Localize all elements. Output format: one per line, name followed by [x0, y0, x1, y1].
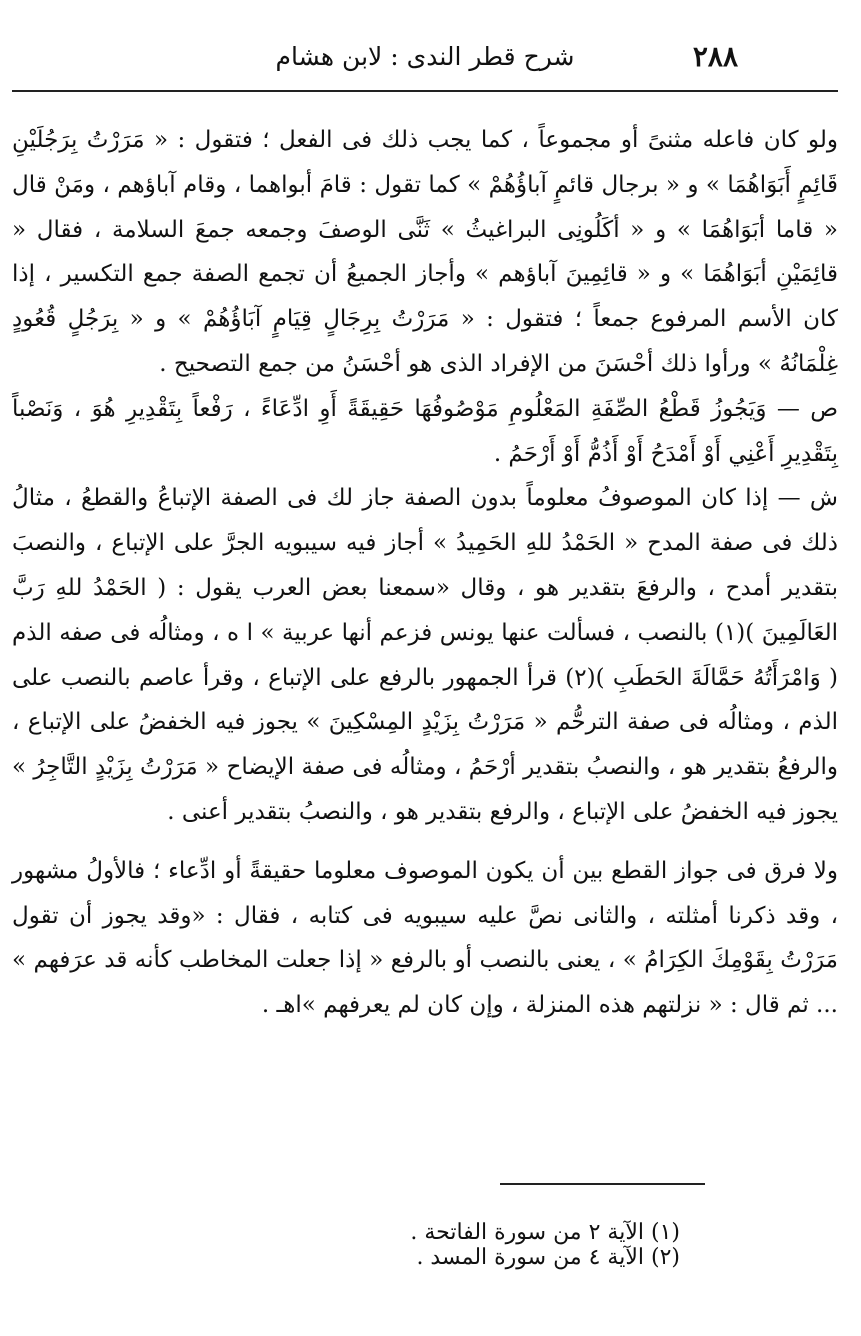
paragraph-4: ولا فرق فى جواز القطع بين أن يكون الموصوف معلوما حقيقةً أو ادِّعاء ؛ فالأولُ مشهور ، وقد ذكرنا أمثلته ، والثانى نصَّ عليه سيبويه فى كتابه ، فقال : «وقد يجوز أن تقول مَرَرْتُ بِقَوْمِكَ الكِرَامُ » ، يعنى بالنصب أو بالرفع « إذا جعلت المخاطب كأنه قد عرَفهم » ... ثم قال : « نزلتهم هذه المنزلة ، وإن كان لم يعرفهم »اهـ . [12, 857, 838, 1019]
page-number: ٢٨٨ [692, 40, 738, 73]
footnote-rule [500, 1183, 705, 1185]
header-rule [12, 90, 838, 92]
paragraph-1: ولو كان فاعله مثنىً أو مجموعاً ، كما يجب ذلك فى الفعل ؛ فتقول : « مَرَرْتُ بِرَجُلَيْنِ قَائِمٍ أَبَوَاهُمَا » و « برجال قائمٍ آباؤُهُمْ » كما تقول : قامَ أبواهما ، وقام آباؤهم ، ومَنْ قال « قاما أبَوَاهُمَا » و « أكَلُونِى البراغيثُ » ثَنَّى الوصفَ وجمعه جمعَ السلامة ، فقال « قائِمَيْنِ أبَوَاهُمَا » و « قائِمِينَ آباؤهم » وأجاز الجميعُ أن تجمع الصفة جمع التكسير ، إذا كان الأسم المرفوع جمعاً ؛ فتقول : « مَرَرْتُ بِرِجَالٍ قِيَامٍ آبَاؤُهُمْ » و « بِرَجُلٍ قُعُودٍ غِلْمَانُهُ » ورأوا ذلك أحْسَنَ من الإفراد الذى هو أحْسَنُ من جمع التصحيح . [12, 127, 838, 377]
paragraph-2-text: ص — وَيَجُوزُ قَطْعُ الصِّفَةِ المَعْلُومِ مَوْصُوفُهَا حَقِيقَةً أَوِ ادِّعَاءً ، رَفْعاً بِتَقْدِيرِ هُوَ ، وَنَصْباً بِتَقْدِيرِ أَعْنِي أَوْ أَمْدَحُ أَوْ أَذُمُّ أَوْ أَرْحَمُ . [12, 395, 838, 467]
page-body [12, 118, 838, 1028]
footnote-1: (١) الآية ٢ من سورة الفاتحة . [410, 1220, 680, 1245]
footnotes [60, 1220, 680, 1270]
page-header [12, 40, 838, 84]
running-title: شرح قطر الندى : لابن هشام [275, 42, 575, 71]
footnote-2: (٢) الآية ٤ من سورة المسد . [416, 1245, 680, 1270]
paragraph-3-commentary: ش — إذا كان الموصوفُ معلوماً بدون الصفة جاز لك فى الصفة الإتباعُ والقطعُ ، مثالُ ذلك فى صفة المدح « الحَمْدُ للهِ الحَمِيدُ » أجاز فيه سيبويه الجرَّ على الإتباع ، والنصبَ بتقدير أمدح ، والرفعَ بتقدير هو ، وقال «سمعنا بعض العرب يقول : ( الحَمْدُ للهِ رَبَّ العَالَمِينَ )(١) بالنصب ، فسألت عنها يونس فزعم أنها عربية » ا ه ، ومثالُه فى صفه الذم ( وَامْرَأَتُهُ حَمَّالَةَ الحَطَبِ )(٢) قرأ الجمهور بالرفع على الإتباع ، وقرأ عاصم بالنصب على الذم ، ومثالُه فى صفة الترحُّم « مَرَرْتُ بِزَيْدٍ المِسْكِينَ » يجوز فيه الخفضُ على الإتباع ، والرفعُ بتقدير هو ، والنصبُ بتقدير أرْحَمُ ، ومثالُه فى صفة الإيضاح « مَرَرْتُ بِزَيْدٍ التَّاجِرُ » يجوز فيه الخفضُ على الإتباع ، والرفع بتقدير هو ، والنصبُ بتقدير أعنى . [12, 485, 838, 825]
